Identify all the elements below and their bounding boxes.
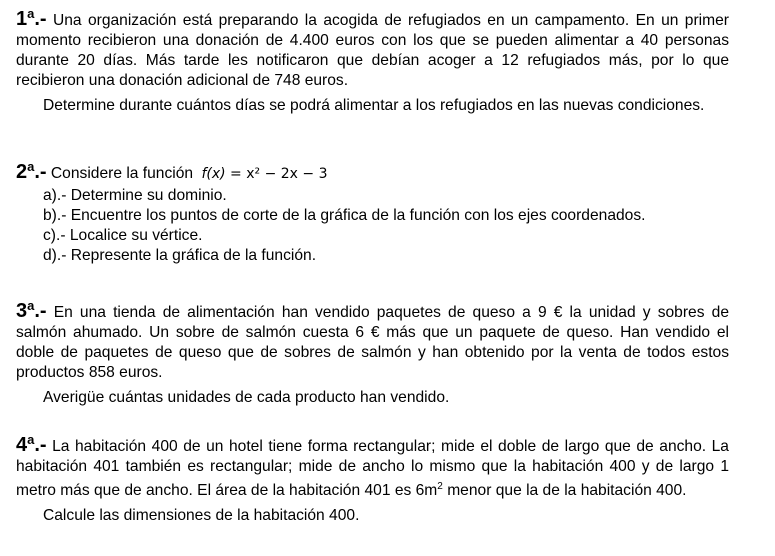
problem-2-item-b: b).- Encuentre los puntos de corte de la gráfica de la función con los ejes coordenados. xyxy=(43,207,646,224)
problem-2-item-a: a).- Determine su dominio. xyxy=(43,187,227,204)
problem-4-number: 4$^a$.- xyxy=(16,432,47,456)
problem-4-question: Calcule las dimensiones de la habitación 400. xyxy=(43,507,360,524)
function-formula: f(x) = x² − 2x − 3 xyxy=(201,166,328,182)
problem-1-question: Determine durante cuántos días se podrá alimentar a los refugiados en las nuevas condiciones. xyxy=(43,97,705,114)
problem-3 xyxy=(16,296,729,408)
problem-3-question: Averigüe cuántas unidades de cada producto han vendido. xyxy=(43,389,450,406)
problem-2-text: Considere la función xyxy=(50,165,194,182)
problem-3-statement xyxy=(16,296,729,383)
problem-4-text: La habitación 400 de un hotel tiene forma rectangular; mide el doble de largo que de ancho. La habitación 401 también es rectangular; mide de ancho lo mismo que la habitación 400 y de largo 1 metro más que de ancho. El área de la habitación 401 es $6m^2$ menor que la de la habitación 400. xyxy=(16,438,729,499)
problem-2-statement xyxy=(16,157,729,184)
problem-3-text: En una tienda de alimentación han vendido paquetes de queso a 9 € la unidad y sobres de salmón ahumado. Un sobre de salmón cuesta 6 € más que un paquete de queso. Han vendido el doble de paquetes de queso que de sobres de salmón y han obtenido por la venta de todos estos productos 858 euros. xyxy=(16,304,729,381)
problem-2-number: 2$^a$.- xyxy=(16,159,47,183)
problem-2-item-c: c).- Localice su vértice. xyxy=(43,227,203,244)
problem-2-items xyxy=(16,186,729,266)
problem-1-number: 1$^a$.- xyxy=(16,6,47,30)
problem-3-number: 3$^a$.- xyxy=(16,298,47,322)
problem-2-item-d: d).- Represente la gráfica de la función. xyxy=(43,247,317,264)
problem-1-text: Una organización está preparando la acogida de refugiados en un campamento. En un primer momento recibieron una donación de 4.400 euros con los que se pueden alimentar a 40 personas durante 20 días. Más tarde les notificaron que debían acoger a 12 refugiados más, por lo que recibieron una donación adicional de 748 euros. xyxy=(16,12,729,89)
problem-1 xyxy=(16,4,729,116)
problem-1-statement xyxy=(16,4,729,91)
problem-2 xyxy=(16,157,729,266)
problem-4-statement xyxy=(16,430,729,501)
problem-4 xyxy=(16,430,729,526)
